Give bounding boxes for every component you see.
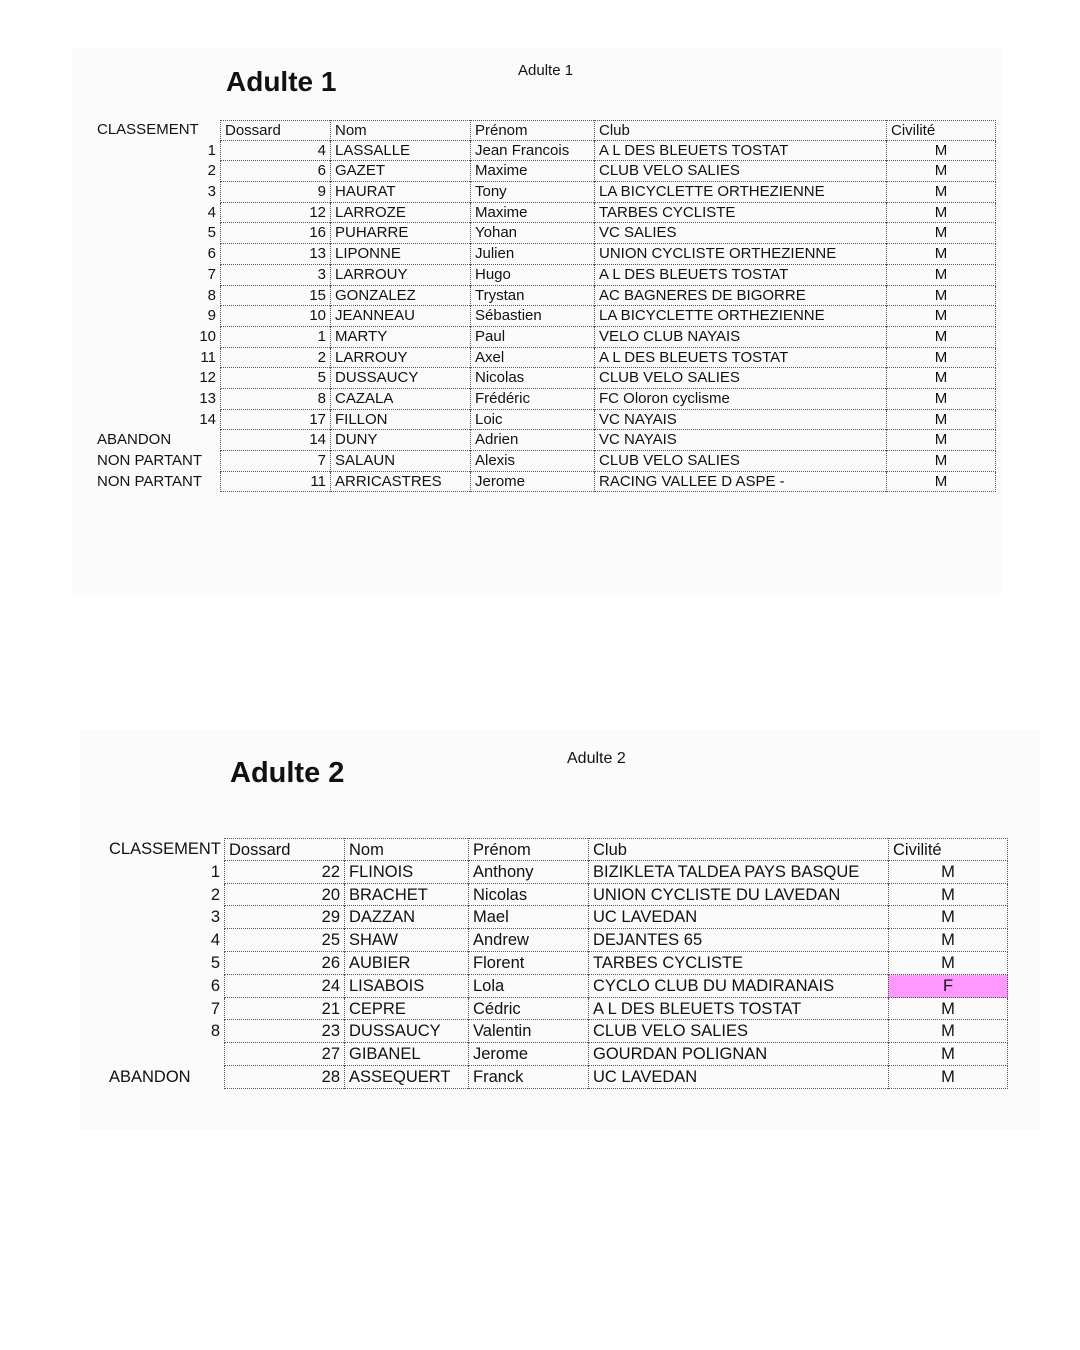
sheet1-rank-cell: 8	[207, 286, 216, 304]
sheet1-dossard-cell: 1	[220, 327, 330, 348]
sheet1-club-cell: CLUB VELO SALIES	[594, 161, 886, 182]
sheet1-table-row	[92, 306, 996, 327]
sheet1-prenom-cell: Jerome	[470, 472, 594, 493]
sheet1-table-row	[92, 223, 996, 244]
sheet1-civilite-cell: M	[886, 348, 996, 369]
sheet1-prenom-cell: Sébastien	[470, 306, 594, 327]
sheet2-rank-cell: 2	[210, 885, 220, 904]
sheet2-rank-cell: 6	[210, 976, 220, 995]
sheet2-club-cell: DEJANTES 65	[588, 929, 888, 952]
sheet2-nom-cell: CEPRE	[344, 998, 468, 1021]
sheet1-prenom-cell: Yohan	[470, 223, 594, 244]
sheet1-prenom-cell: Maxime	[470, 203, 594, 224]
sheet1-club-cell: VC SALIES	[594, 223, 886, 244]
sheet1-club-cell: A L DES BLEUETS TOSTAT	[594, 141, 886, 162]
sheet2-prenom-cell: Jerome	[468, 1043, 588, 1066]
sheet1-col-header-civilite: Civilité	[886, 120, 996, 141]
sheet1-civilite-cell: M	[886, 327, 996, 348]
sheet2-col-header-classement: CLASSEMENT	[109, 840, 221, 858]
sheet1-rank-cell: 4	[207, 203, 216, 221]
sheet1-prenom-cell: Maxime	[470, 161, 594, 182]
sheet1-dossard-cell: 6	[220, 161, 330, 182]
sheet1-nom-cell: LARROZE	[330, 203, 470, 224]
sheet2-rank-cell: 5	[210, 953, 220, 972]
sheet1-prenom-cell: Jean Francois	[470, 141, 594, 162]
sheet1-table-row	[92, 451, 996, 472]
sheet1-dossard-cell: 12	[220, 203, 330, 224]
sheet2-nom-cell: LISABOIS	[344, 975, 468, 998]
sheet2-table-row	[104, 884, 1008, 907]
sheet2-prenom-cell: Nicolas	[468, 884, 588, 907]
sheet2-prenom-cell: Florent	[468, 952, 588, 975]
sheet1-dossard-cell: 14	[220, 430, 330, 451]
sheet2-club-cell: UC LAVEDAN	[588, 1066, 888, 1089]
sheet1-prenom-cell: Alexis	[470, 451, 594, 472]
sheet1-civilite-cell: M	[886, 389, 996, 410]
sheet1-nom-cell: CAZALA	[330, 389, 470, 410]
sheet1-dossard-cell: 4	[220, 141, 330, 162]
sheet1-club-cell: RACING VALLEE D ASPE -	[594, 472, 886, 493]
sheet2-nom-cell: AUBIER	[344, 952, 468, 975]
sheet1-nom-cell: LIPONNE	[330, 244, 470, 265]
sheet2-civilite-cell: M	[888, 998, 1008, 1021]
sheet1-col-header-dossard: Dossard	[220, 120, 330, 141]
sheet1-nom-cell: DUSSAUCY	[330, 368, 470, 389]
sheet2-club-cell: CYCLO CLUB DU MADIRANAIS	[588, 975, 888, 998]
sheet1-rank-cell: ABANDON	[97, 431, 172, 449]
sheet1-club-cell: CLUB VELO SALIES	[594, 368, 886, 389]
sheet1-nom-cell: SALAUN	[330, 451, 470, 472]
sheet2-civilite-cell: M	[888, 884, 1008, 907]
sheet1-club-cell: TARBES CYCLISTE	[594, 203, 886, 224]
sheet2-civilite-cell: M	[888, 1066, 1008, 1089]
sheet2-dossard-cell: 22	[224, 861, 344, 884]
sheet1-prenom-cell: Hugo	[470, 265, 594, 286]
sheet1-rank-cell: 11	[200, 348, 216, 366]
sheet2-table-row	[104, 906, 1008, 929]
sheet2-nom-cell: DAZZAN	[344, 906, 468, 929]
sheet1-rank-cell: 2	[207, 162, 216, 180]
sheet2-dossard-cell: 24	[224, 975, 344, 998]
sheet1-table-row	[92, 286, 996, 307]
sheet2-rank-cell	[104, 1043, 224, 1066]
sheet1-rank-cell: NON PARTANT	[97, 452, 203, 469]
sheet2-prenom-cell: Valentin	[468, 1020, 588, 1043]
sheet2-table-row	[104, 998, 1008, 1021]
sheet2-rank-cell: ABANDON	[109, 1067, 191, 1086]
sheet1-nom-cell: LARROUY	[330, 265, 470, 286]
sheet1-dossard-cell: 8	[220, 389, 330, 410]
sheet2-dossard-cell: 28	[224, 1066, 344, 1089]
sheet2-rank-cell: 3	[210, 908, 220, 927]
sheet1-header-row	[92, 120, 996, 141]
sheet1-club-cell: VC NAYAIS	[594, 430, 886, 451]
sheet1-club-cell: VELO CLUB NAYAIS	[594, 327, 886, 348]
sheet1-rank-cell: 12	[199, 369, 216, 387]
sheet2-civilite-cell: M	[888, 1043, 1008, 1066]
sheet2-nom-cell: DUSSAUCY	[344, 1020, 468, 1043]
sheet1-table-row	[92, 244, 996, 265]
sheet1-club-cell: A L DES BLEUETS TOSTAT	[594, 265, 886, 286]
sheet1-club-cell: CLUB VELO SALIES	[594, 451, 886, 472]
sheet2-table-row	[104, 975, 1008, 998]
sheet2-prenom-cell: Anthony	[468, 861, 588, 884]
sheet1-rank-cell: 14	[199, 410, 216, 428]
sheet1-nom-cell: PUHARRE	[330, 223, 470, 244]
sheet1-civilite-cell: M	[886, 223, 996, 244]
sheet1-nom-cell: HAURAT	[330, 182, 470, 203]
sheet1-table-row	[92, 389, 996, 410]
sheet2-rank-cell: 4	[210, 931, 220, 950]
sheet1-table-row	[92, 430, 996, 451]
sheet1-table-row	[92, 182, 996, 203]
sheet1-nom-cell: ARRICASTRES	[330, 472, 470, 493]
sheet1-header-label: Adulte 1	[518, 62, 574, 79]
sheet2-prenom-cell: Cédric	[468, 998, 588, 1021]
sheet1-civilite-cell: M	[886, 244, 996, 265]
sheet1-dossard-cell: 9	[220, 182, 330, 203]
sheet1-table-row	[92, 265, 996, 286]
sheet2-table-row	[104, 1066, 1008, 1089]
sheet2-table	[104, 838, 1008, 1089]
sheet2-col-header-dossard: Dossard	[224, 838, 344, 861]
sheet1-nom-cell: FILLON	[330, 410, 470, 431]
sheet1-club-cell: AC BAGNERES DE BIGORRE	[594, 286, 886, 307]
sheet2-civilite-cell: M	[888, 906, 1008, 929]
sheet2-table-row	[104, 1020, 1008, 1043]
sheet1-civilite-cell: M	[886, 161, 996, 182]
sheet1-civilite-cell: M	[886, 286, 996, 307]
sheet2-club-cell: GOURDAN POLIGNAN	[588, 1043, 888, 1066]
sheet1-rank-cell: 3	[207, 183, 216, 201]
sheet2-prenom-cell: Lola	[468, 975, 588, 998]
sheet2-dossard-cell: 26	[224, 952, 344, 975]
sheet1-civilite-cell: M	[886, 410, 996, 431]
sheet1-table-row	[92, 348, 996, 369]
sheet2-dossard-cell: 25	[224, 929, 344, 952]
sheet2-club-cell: BIZIKLETA TALDEA PAYS BASQUE	[588, 861, 888, 884]
sheet1-club-cell: A L DES BLEUETS TOSTAT	[594, 348, 886, 369]
sheet2-dossard-cell: 27	[224, 1043, 344, 1066]
sheet1-dossard-cell: 7	[220, 451, 330, 472]
sheet1-dossard-cell: 11	[220, 472, 330, 493]
sheet2-club-cell: CLUB VELO SALIES	[588, 1020, 888, 1043]
sheet2-col-header-club: Club	[588, 838, 888, 861]
sheet1-dossard-cell: 15	[220, 286, 330, 307]
sheet1-civilite-cell: M	[886, 306, 996, 327]
sheet1-rank-cell: 6	[207, 245, 216, 263]
sheet2-club-cell: UNION CYCLISTE DU LAVEDAN	[588, 884, 888, 907]
sheet1-table	[92, 120, 996, 492]
sheet1-civilite-cell: M	[886, 265, 996, 286]
sheet2-header-row	[104, 838, 1008, 861]
sheet2-header-label: Adulte 2	[567, 750, 626, 767]
sheet1-col-header-club: Club	[594, 120, 886, 141]
sheet1-civilite-cell: M	[886, 141, 996, 162]
sheet1-prenom-cell: Adrien	[470, 430, 594, 451]
sheet2-table-row	[104, 1043, 1008, 1066]
sheet2-table-row	[104, 952, 1008, 975]
sheet1-rank-cell: 13	[199, 389, 216, 407]
sheet1-civilite-cell: M	[886, 182, 996, 203]
sheet1-nom-cell: DUNY	[330, 430, 470, 451]
sheet1-prenom-cell: Loic	[470, 410, 594, 431]
sheet2-dossard-cell: 20	[224, 884, 344, 907]
sheet1-prenom-cell: Tony	[470, 182, 594, 203]
sheet1-table-row	[92, 410, 996, 431]
sheet2-nom-cell: ASSEQUERT	[344, 1066, 468, 1089]
sheet2-nom-cell: FLINOIS	[344, 861, 468, 884]
sheet1-dossard-cell: 17	[220, 410, 330, 431]
sheet2-col-header-prenom: Prénom	[468, 838, 588, 861]
sheet2-civilite-cell: M	[888, 952, 1008, 975]
sheet1-rank-cell: NON PARTANT	[97, 472, 203, 490]
sheet1-club-cell: VC NAYAIS	[594, 410, 886, 431]
sheet1-nom-cell: LASSALLE	[330, 141, 470, 162]
sheet1-prenom-cell: Paul	[470, 327, 594, 348]
sheet2-table-row	[104, 929, 1008, 952]
sheet2-rank-cell: 1	[210, 862, 220, 881]
sheet2-nom-cell: GIBANEL	[344, 1043, 468, 1066]
sheet1-nom-cell: GAZET	[330, 161, 470, 182]
sheet1-table-row	[92, 368, 996, 389]
sheet1-rank-cell: 7	[207, 265, 216, 283]
sheet2-title: Adulte 2	[230, 757, 345, 789]
sheet1-dossard-cell: 2	[220, 348, 330, 369]
sheet1-table-row	[92, 161, 996, 182]
sheet1-prenom-cell: Frédéric	[470, 389, 594, 410]
sheet2-club-cell: TARBES CYCLISTE	[588, 952, 888, 975]
sheet1-prenom-cell: Trystan	[470, 286, 594, 307]
sheet1-club-cell: LA BICYCLETTE ORTHEZIENNE	[594, 182, 886, 203]
sheet1-nom-cell: JEANNEAU	[330, 306, 470, 327]
sheet1-rank-cell: 5	[207, 224, 216, 242]
sheet2-civilite-cell: M	[888, 1020, 1008, 1043]
sheet1-nom-cell: LARROUY	[330, 348, 470, 369]
sheet1-table-row	[92, 203, 996, 224]
sheet1-prenom-cell: Axel	[470, 348, 594, 369]
sheet2-nom-cell: BRACHET	[344, 884, 468, 907]
sheet2-table-row	[104, 861, 1008, 884]
sheet2-club-cell: A L DES BLEUETS TOSTAT	[588, 998, 888, 1021]
sheet2-dossard-cell: 29	[224, 906, 344, 929]
sheet1-title: Adulte 1	[226, 66, 337, 97]
sheet1-table-row	[92, 327, 996, 348]
sheet1-club-cell: FC Oloron cyclisme	[594, 389, 886, 410]
sheet1-table-row	[92, 141, 996, 162]
sheet1-dossard-cell: 5	[220, 368, 330, 389]
sheet1-prenom-cell: Julien	[470, 244, 594, 265]
sheet1-rank-cell: 10	[199, 327, 216, 345]
sheet1-civilite-cell: M	[886, 472, 996, 493]
sheet1-civilite-cell: M	[886, 430, 996, 451]
sheet1-nom-cell: MARTY	[330, 327, 470, 348]
sheet2-rank-cell: 7	[210, 999, 220, 1018]
sheet1-civilite-cell: M	[886, 368, 996, 389]
sheet2-prenom-cell: Andrew	[468, 929, 588, 952]
sheet1-dossard-cell: 3	[220, 265, 330, 286]
sheet2-dossard-cell: 21	[224, 998, 344, 1021]
sheet1-rank-cell: 9	[207, 307, 216, 325]
sheet1-club-cell: LA BICYCLETTE ORTHEZIENNE	[594, 306, 886, 327]
sheet2-prenom-cell: Mael	[468, 906, 588, 929]
sheet1-civilite-cell: M	[886, 203, 996, 224]
sheet2-col-header-nom: Nom	[344, 838, 468, 861]
sheet1-rank-cell: 1	[207, 141, 216, 159]
sheet2-civilite-cell: M	[888, 861, 1008, 884]
sheet2-col-header-civilite: Civilité	[888, 838, 1008, 861]
sheet1-col-header-nom: Nom	[330, 120, 470, 141]
sheet1-club-cell: UNION CYCLISTE ORTHEZIENNE	[594, 244, 886, 265]
sheet1-dossard-cell: 16	[220, 223, 330, 244]
sheet2-club-cell: UC LAVEDAN	[588, 906, 888, 929]
sheet2-prenom-cell: Franck	[468, 1066, 588, 1089]
sheet2-nom-cell: SHAW	[344, 929, 468, 952]
sheet1-col-header-prenom: Prénom	[470, 120, 594, 141]
sheet1-table-row	[92, 472, 996, 493]
sheet1-dossard-cell: 10	[220, 306, 330, 327]
sheet2-dossard-cell: 23	[224, 1020, 344, 1043]
sheet2-civilite-cell: M	[888, 929, 1008, 952]
sheet2-rank-cell: 8	[210, 1022, 220, 1041]
sheet1-dossard-cell: 13	[220, 244, 330, 265]
sheet1-nom-cell: GONZALEZ	[330, 286, 470, 307]
sheet1-col-header-classement: CLASSEMENT	[97, 121, 199, 138]
sheet1-civilite-cell: M	[886, 451, 996, 472]
sheet2-civilite-cell: F	[888, 975, 1008, 998]
sheet1-prenom-cell: Nicolas	[470, 368, 594, 389]
